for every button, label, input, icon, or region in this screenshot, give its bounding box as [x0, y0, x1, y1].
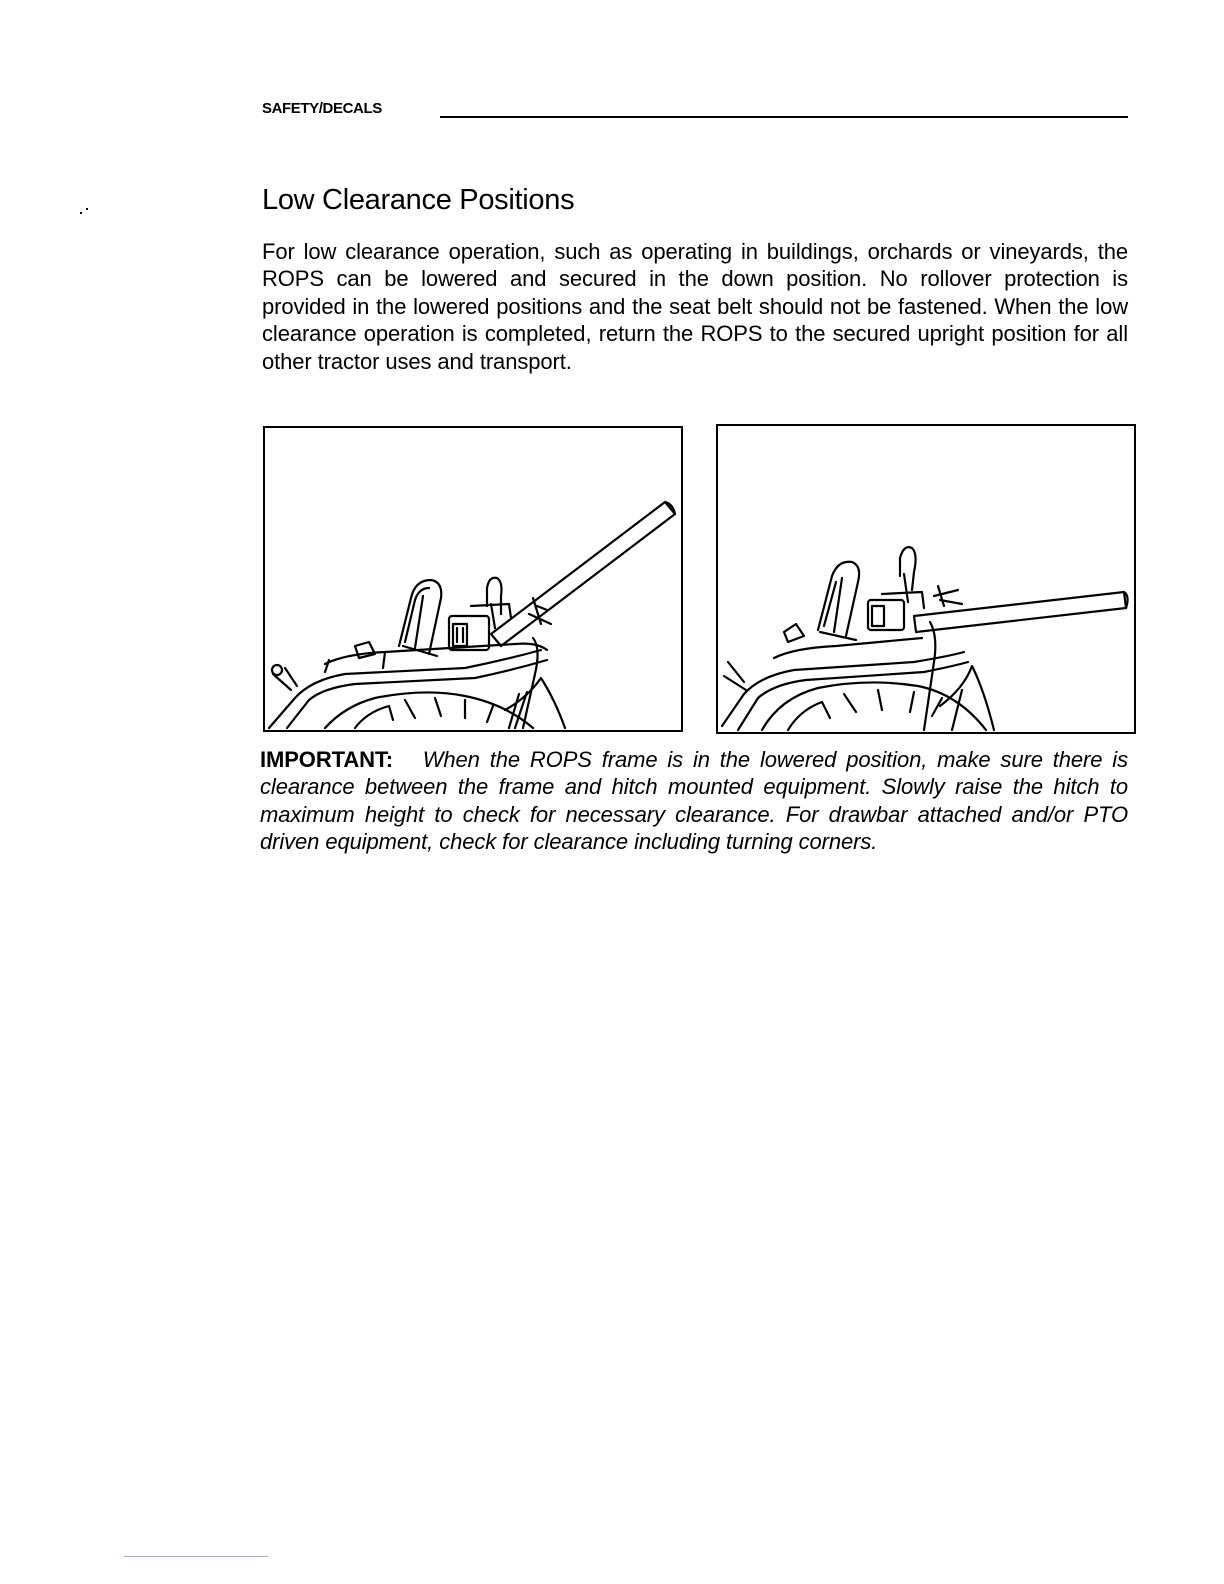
important-label: IMPORTANT: [260, 747, 394, 772]
tractor-rops-partially-lowered-illustration [265, 428, 681, 730]
section-title: Low Clearance Positions [262, 184, 575, 216]
scan-speck [86, 208, 88, 210]
page-header [262, 100, 1128, 122]
section-header-label: SAFETY/DECALS [262, 100, 382, 117]
figure-rops-fully-lowered [716, 424, 1136, 734]
scan-speck [80, 212, 82, 214]
important-notice [260, 746, 1128, 856]
section-body: For low clearance operation, such as operating in buildings, orchards or vineyards, the ROPS can be lowered and secured in the down position. No rollover protection is provided in the lowered positions and the seat belt should not be fastened. When the low clearance operation is completed, return the ROPS to the secured upright position for all other tractor uses and transport. [262, 239, 1128, 374]
figure-rops-partially-lowered [263, 426, 683, 732]
header-rule [440, 116, 1128, 118]
important-text: When the ROPS frame is in the lowered position, make sure there is clearance between the frame and hitch mounted equipment. Slowly raise the hitch to maximum height to check for necessary clearance. For drawbar attached and/or PTO driven equipment, check for clearance including turning corners. [260, 747, 1128, 855]
footer-rule [124, 1556, 268, 1557]
tractor-rops-fully-lowered-illustration [718, 426, 1134, 732]
